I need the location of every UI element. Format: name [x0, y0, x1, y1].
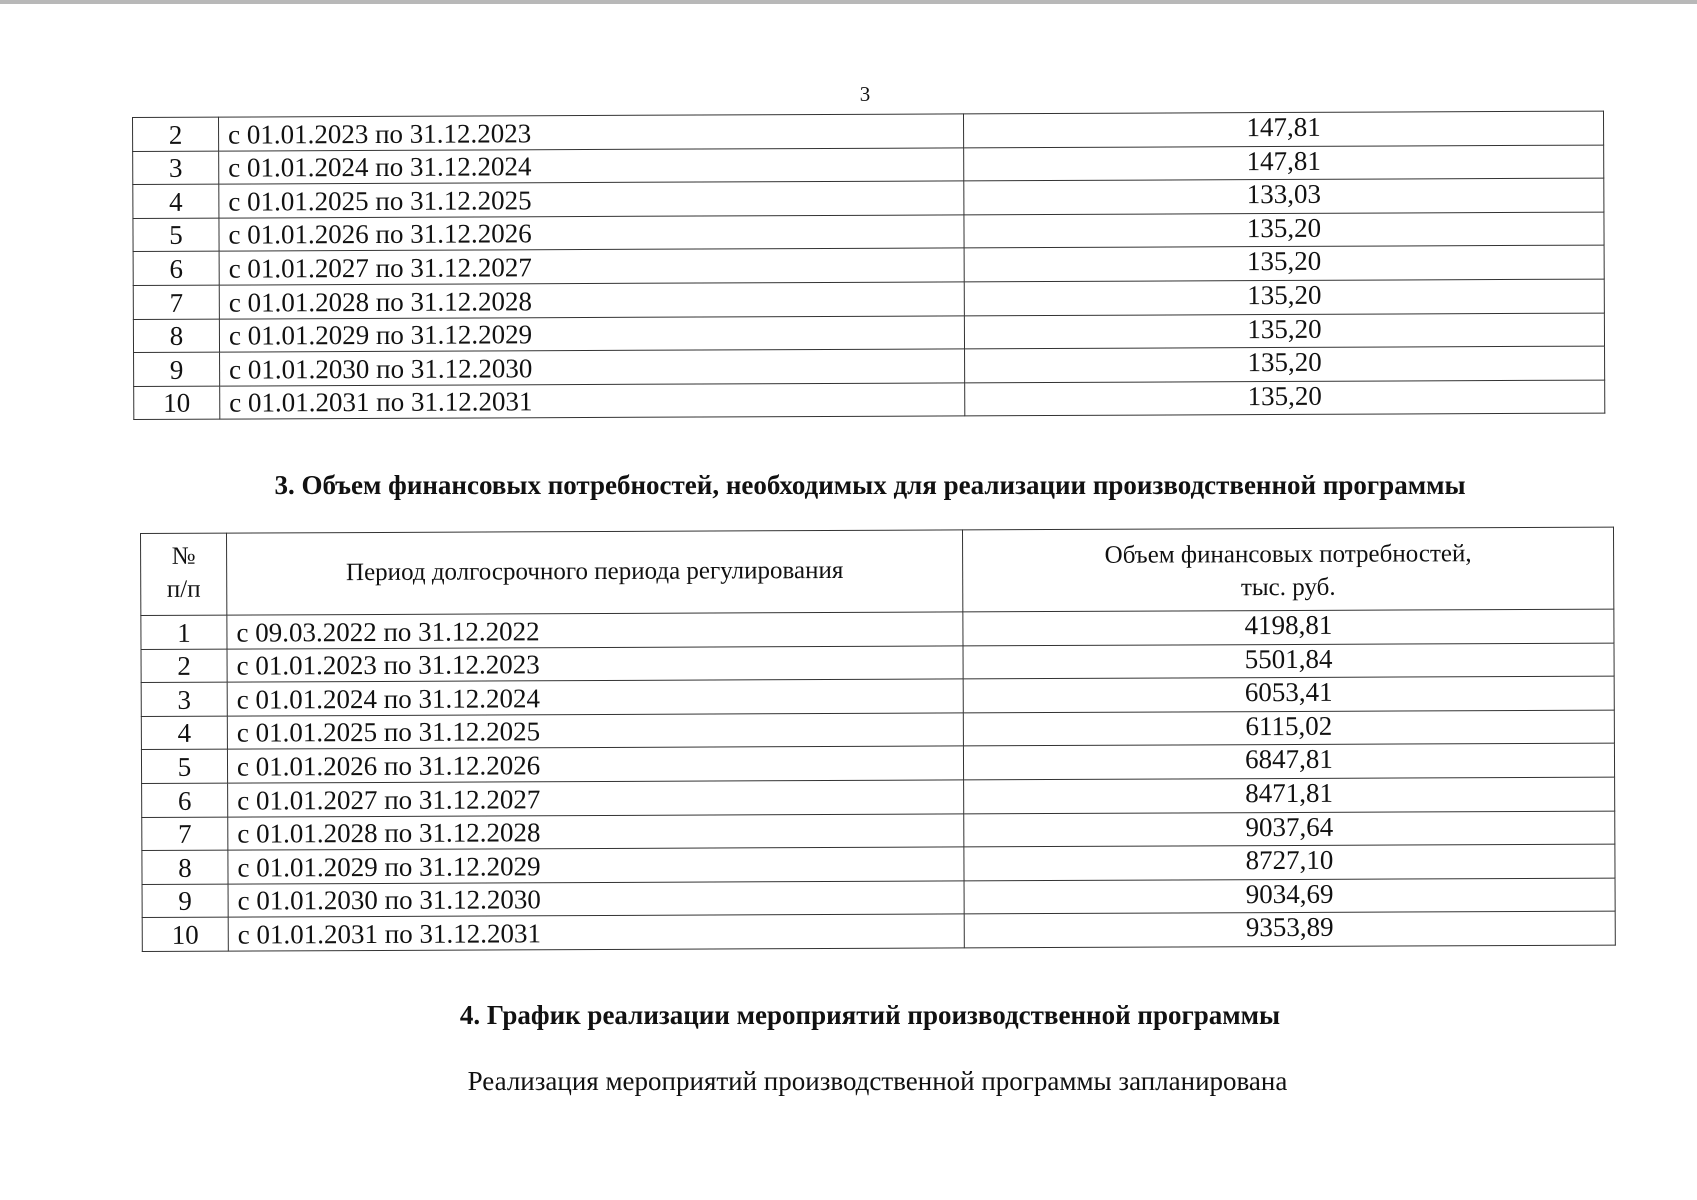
header-value-line1: Объем финансовых потребностей, [1104, 540, 1472, 569]
row-number-cell: 8 [142, 850, 228, 884]
table-header-row [141, 527, 1614, 615]
header-value-line2: тыс. руб. [1240, 573, 1336, 601]
table-row [142, 911, 1615, 951]
period-cell: с 01.01.2029 по 31.12.2029 [219, 315, 964, 352]
value-cell: 135,20 [965, 346, 1605, 382]
period-cell: с 01.01.2027 по 31.12.2027 [219, 248, 964, 285]
row-number-cell: 7 [133, 285, 219, 319]
row-number-cell: 3 [133, 151, 219, 185]
row-number-cell: 2 [141, 649, 227, 683]
scan-top-edge [0, 0, 1697, 4]
value-cell: 135,20 [964, 313, 1604, 349]
value-cell: 147,81 [964, 145, 1604, 181]
period-cell: с 01.01.2026 по 31.12.2026 [227, 746, 963, 783]
value-cell: 5501,84 [963, 643, 1614, 679]
row-number-cell: 3 [141, 682, 227, 716]
value-cell: 133,03 [964, 178, 1604, 214]
period-cell: с 01.01.2023 по 31.12.2023 [227, 646, 963, 683]
header-num-cell [141, 533, 227, 615]
period-cell: с 01.01.2024 по 31.12.2024 [227, 679, 963, 716]
period-cell: с 01.01.2025 по 31.12.2025 [227, 713, 963, 750]
header-period-cell: Период долгосрочного периода регулирования [227, 530, 963, 615]
header-num-line1: № [171, 542, 196, 570]
row-number-cell: 1 [141, 615, 227, 649]
row-number-cell: 4 [133, 184, 219, 218]
section-3-heading: 3. Объем финансовых потребностей, необходимых для реализации производственной программы [274, 470, 1466, 500]
row-number-cell: 6 [142, 783, 228, 817]
value-cell: 8471,81 [964, 777, 1615, 813]
value-cell: 147,81 [963, 111, 1603, 147]
period-cell: с 01.01.2031 по 31.12.2031 [220, 383, 965, 420]
row-number-cell: 5 [141, 749, 227, 783]
row-number-cell: 10 [142, 917, 228, 951]
value-cell: 6847,81 [963, 743, 1614, 779]
row-number-cell: 2 [133, 117, 219, 151]
section-4-heading: 4. График реализации мероприятий производственной программы [459, 1000, 1281, 1030]
section-4-text: Реализация мероприятий производственной программы запланирована [467, 1066, 1288, 1096]
period-cell: с 01.01.2027 по 31.12.2027 [228, 780, 964, 817]
row-number-cell: 10 [134, 386, 220, 420]
period-cell: с 09.03.2022 по 31.12.2022 [227, 612, 963, 649]
row-number-cell: 9 [134, 352, 220, 386]
value-cell: 135,20 [964, 279, 1604, 315]
financial-needs-table [140, 527, 1616, 952]
value-cell: 9034,69 [964, 878, 1615, 914]
value-cell: 9353,89 [964, 911, 1615, 947]
value-cell: 6115,02 [963, 710, 1614, 746]
period-cell: с 01.01.2030 по 31.12.2030 [228, 881, 964, 918]
period-cell: с 01.01.2026 по 31.12.2026 [219, 215, 964, 252]
value-cell: 9037,64 [964, 811, 1615, 847]
row-number-cell: 5 [133, 218, 219, 252]
value-cell: 6053,41 [963, 676, 1614, 712]
value-cell: 4198,81 [963, 609, 1614, 645]
row-number-cell: 4 [141, 716, 227, 750]
indicator-table-continued [132, 111, 1605, 421]
period-cell: с 01.01.2031 по 31.12.2031 [228, 914, 964, 951]
value-cell: 8727,10 [964, 844, 1615, 880]
table-row [134, 380, 1605, 420]
period-cell: с 01.01.2025 по 31.12.2025 [219, 181, 964, 218]
row-number-cell: 6 [133, 251, 219, 285]
period-cell: с 01.01.2028 по 31.12.2028 [219, 282, 964, 319]
row-number-cell: 7 [142, 817, 228, 851]
value-cell: 135,20 [964, 212, 1604, 248]
period-cell: с 01.01.2029 по 31.12.2029 [228, 847, 964, 884]
period-cell: с 01.01.2024 по 31.12.2024 [219, 147, 964, 184]
period-cell: с 01.01.2030 по 31.12.2030 [220, 349, 965, 386]
value-cell: 135,20 [965, 380, 1605, 416]
row-number-cell: 8 [133, 319, 219, 353]
header-value-cell [962, 527, 1613, 612]
header-num-line2: п/п [166, 575, 201, 603]
value-cell: 135,20 [964, 245, 1604, 281]
period-cell: с 01.01.2023 по 31.12.2023 [219, 114, 964, 151]
period-cell: с 01.01.2028 по 31.12.2028 [228, 813, 964, 850]
row-number-cell: 9 [142, 884, 228, 918]
page-number: 3 [859, 82, 871, 106]
